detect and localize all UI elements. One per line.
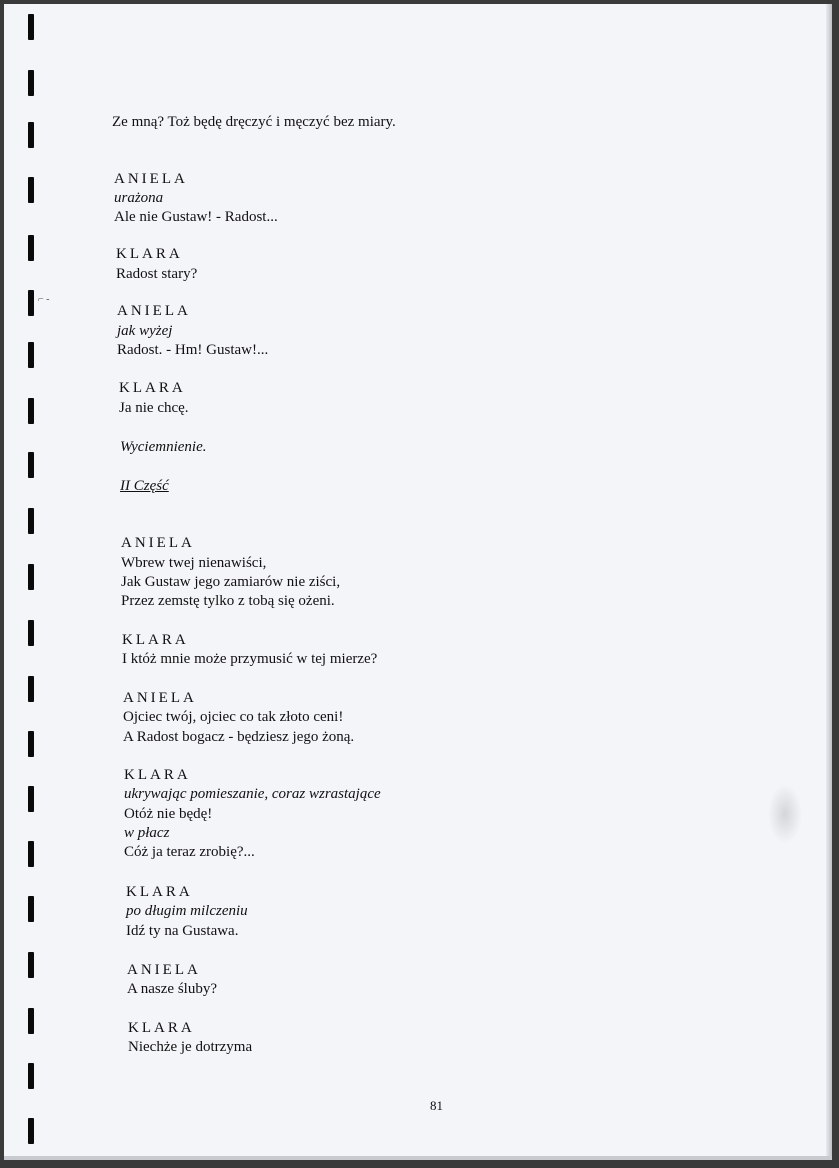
verse-line: Ojciec twój, ojciec co tak złoto ceni! <box>123 709 344 725</box>
binding-hole <box>28 508 34 534</box>
stage-direction: jak wyżej <box>117 323 173 339</box>
speaker-name: KLARA <box>128 1020 195 1036</box>
binding-hole <box>28 952 34 978</box>
page-edge-right <box>826 4 832 1160</box>
verse-line: I któż mnie może przymusić w tej mierze? <box>122 651 378 667</box>
verse-line: A nasze śluby? <box>127 981 217 997</box>
scan-smudge: ⌐ - <box>38 294 50 305</box>
page-number: 81 <box>430 1098 443 1113</box>
stage-direction: ukrywając pomieszanie, coraz wzrastające <box>124 786 381 802</box>
speaker-name: KLARA <box>119 380 186 396</box>
binding-hole <box>28 70 34 96</box>
speaker-name: KLARA <box>116 246 183 262</box>
page-edge-bottom <box>4 1156 832 1160</box>
speaker-name: ANIELA <box>123 690 197 706</box>
binding-hole <box>28 122 34 148</box>
speaker-name: KLARA <box>124 767 191 783</box>
binding-hole <box>28 1063 34 1089</box>
verse-line: Ja nie chcę. <box>119 400 189 416</box>
speaker-name: ANIELA <box>117 303 191 319</box>
speaker-name: KLARA <box>126 884 193 900</box>
binding-hole <box>28 398 34 424</box>
binding-hole <box>28 564 34 590</box>
speaker-name: ANIELA <box>121 535 195 551</box>
stage-direction: urażona <box>114 190 164 206</box>
binding-hole <box>28 731 34 757</box>
binding-hole <box>28 235 34 261</box>
scanned-page <box>4 4 832 1160</box>
binding-hole <box>28 841 34 867</box>
verse-line: Wbrew twej nienawiści, <box>121 555 267 571</box>
stage-direction: po długim milczeniu <box>126 903 248 919</box>
scan-stain <box>768 784 802 844</box>
stage-direction: Wyciemnienie. <box>120 439 207 455</box>
binding-hole <box>28 1008 34 1034</box>
binding-hole <box>28 676 34 702</box>
section-heading: II Część <box>120 478 169 494</box>
verse-line: Jak Gustaw jego zamiarów nie ziści, <box>121 574 341 590</box>
binding-hole <box>28 452 34 478</box>
speaker-name: ANIELA <box>114 171 188 187</box>
binding-hole <box>28 14 34 40</box>
binding-hole <box>28 290 34 316</box>
verse-line: Radost stary? <box>116 266 198 282</box>
verse-line: Ale nie Gustaw! - Radost... <box>114 209 278 225</box>
binding-hole <box>28 1118 34 1144</box>
verse-line: Idź ty na Gustawa. <box>126 923 239 939</box>
verse-line: Ze mną? Toż będę dręczyć i męczyć bez miary. <box>112 114 396 130</box>
speaker-name: ANIELA <box>127 962 201 978</box>
verse-line: Cóż ja teraz zrobię?... <box>124 844 255 860</box>
binding-hole <box>28 620 34 646</box>
verse-line: Przez zemstę tylko z tobą się ożeni. <box>121 593 335 609</box>
stage-direction: w płacz <box>124 825 170 841</box>
binding-hole <box>28 342 34 368</box>
binding-hole <box>28 896 34 922</box>
verse-line: Radost. - Hm! Gustaw!... <box>117 342 269 358</box>
binding-hole <box>28 786 34 812</box>
verse-line: A Radost bogacz - będziesz jego żoną. <box>123 729 355 745</box>
verse-line: Niechże je dotrzyma <box>128 1039 253 1055</box>
binding-hole <box>28 177 34 203</box>
speaker-name: KLARA <box>122 632 189 648</box>
verse-line: Otóż nie będę! <box>124 806 213 822</box>
